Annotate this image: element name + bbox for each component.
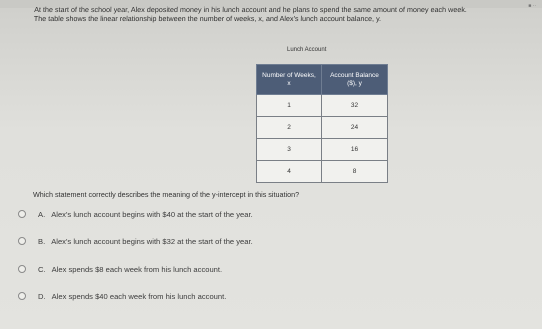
answer-option-a[interactable] xyxy=(18,207,253,221)
option-letter: D. xyxy=(38,291,46,301)
column-header-balance: Account Balance ($), y xyxy=(322,65,388,95)
option-text: Alex spends $40 each week from his lunch account. xyxy=(51,291,227,301)
option-text: Alex's lunch account begins with $40 at the start of the year. xyxy=(51,209,253,219)
problem-line-1: At the start of the school year, Alex deposited money in his lunch account and he plans to spend the same amount of money each week. xyxy=(34,5,468,14)
radio-button-icon[interactable] xyxy=(18,265,26,273)
lunch-account-table xyxy=(256,64,388,183)
column-header-weeks: Number of Weeks, x xyxy=(257,65,322,95)
table-title: Lunch Account xyxy=(287,47,327,53)
option-text: Alex spends $8 each week from his lunch account. xyxy=(51,264,223,274)
table-row xyxy=(257,139,388,161)
answer-option-d[interactable] xyxy=(18,289,226,303)
table-cell-weeks: 2 xyxy=(257,117,322,139)
table-cell-balance: 24 xyxy=(322,117,388,139)
answer-option-b[interactable] xyxy=(18,234,253,248)
option-text: Alex's lunch account begins with $32 at the start of the year. xyxy=(51,236,253,246)
answer-option-c[interactable] xyxy=(18,262,222,276)
option-letter: B. xyxy=(38,236,46,246)
corner-marker: ■ ·· xyxy=(528,3,536,9)
table-cell-weeks: 3 xyxy=(257,139,322,161)
question-text: Which statement correctly describes the meaning of the y-intercept in this situation? xyxy=(33,190,300,199)
problem-line-2: The table shows the linear relationship between the number of weeks, x, and Alex's lunch account balance, y. xyxy=(33,13,382,23)
table-cell-weeks: 1 xyxy=(257,95,322,117)
table-row xyxy=(257,95,388,117)
option-letter: C. xyxy=(38,264,46,274)
problem-statement xyxy=(34,6,535,23)
table-cell-balance: 16 xyxy=(322,139,388,161)
table-cell-balance: 8 xyxy=(322,161,388,183)
radio-button-icon[interactable] xyxy=(18,292,26,300)
table-row xyxy=(257,161,388,183)
option-letter: A. xyxy=(38,209,46,219)
table-cell-weeks: 4 xyxy=(257,161,322,183)
table-row xyxy=(257,117,388,139)
table-header-row xyxy=(257,65,388,95)
radio-button-icon[interactable] xyxy=(18,210,26,218)
table-cell-balance: 32 xyxy=(322,95,388,117)
radio-button-icon[interactable] xyxy=(18,237,26,245)
